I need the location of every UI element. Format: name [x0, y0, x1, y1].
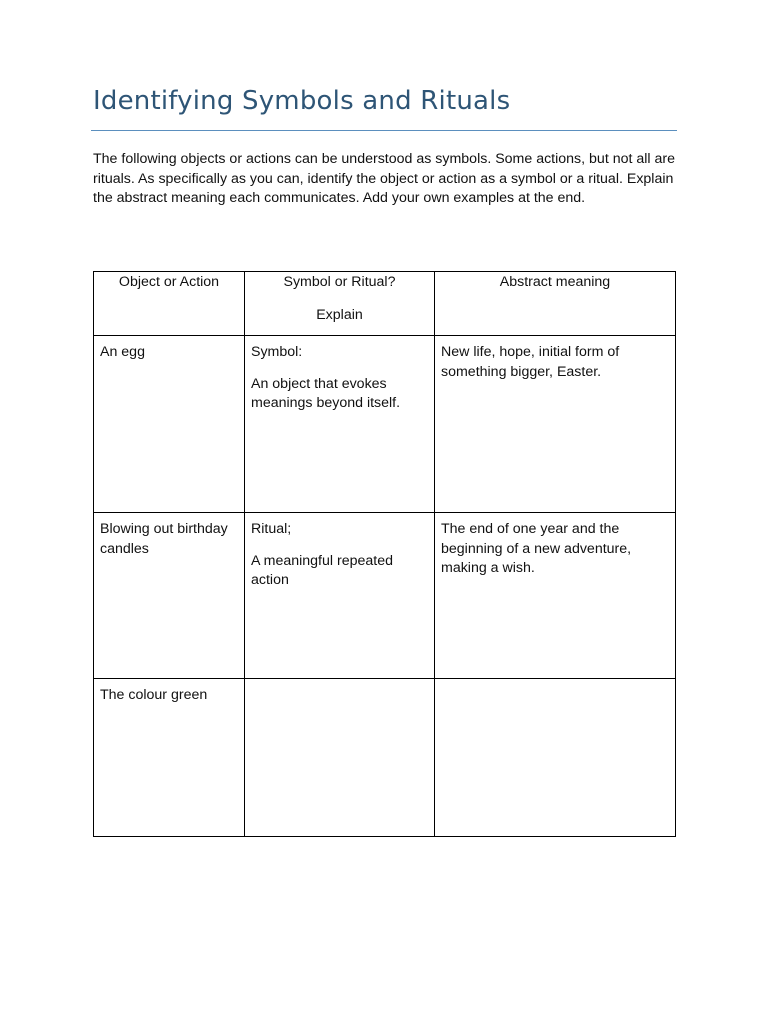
table-row	[94, 513, 676, 679]
object-text: Blowing out birthday candles	[100, 521, 228, 557]
type-label: Symbol:	[251, 344, 303, 360]
meaning-text: The end of one year and the beginning of a new adventure, making a wish.	[441, 521, 632, 576]
meaning-cell[interactable]	[435, 679, 676, 837]
header-meaning-label: Abstract meaning	[499, 274, 611, 290]
object-text: The colour green	[100, 687, 208, 703]
meaning-cell[interactable]	[435, 336, 676, 513]
meaning-cell[interactable]	[435, 513, 676, 679]
type-label: Ritual;	[251, 521, 292, 537]
symbol-ritual-cell[interactable]	[245, 336, 435, 513]
table-row	[94, 679, 676, 837]
meaning-text: New life, hope, initial form of something bigger, Easter.	[441, 344, 620, 380]
header-object-label: Object or Action	[118, 274, 220, 290]
table-header-row	[94, 272, 676, 336]
type-explanation: An object that evokes meanings beyond itself.	[251, 375, 401, 411]
symbols-rituals-table	[93, 271, 676, 837]
table-row	[94, 336, 676, 513]
header-cell-symbol-ritual	[245, 272, 435, 336]
title-underline	[91, 130, 677, 131]
object-cell[interactable]	[94, 336, 245, 513]
type-explanation: A meaningful repeated action	[251, 552, 393, 588]
header-cell-object	[94, 272, 245, 336]
object-cell[interactable]	[94, 679, 245, 837]
object-text: An egg	[100, 344, 145, 360]
object-cell[interactable]	[94, 513, 245, 679]
header-symbol-ritual-label: Symbol or Ritual?	[283, 274, 396, 290]
header-cell-meaning	[435, 272, 676, 336]
symbol-ritual-cell[interactable]	[245, 513, 435, 679]
page-title: Identifying Symbols and Rituals	[93, 86, 511, 116]
header-explain-label: Explain	[316, 306, 363, 323]
intro-paragraph: The following objects or actions can be understood as symbols. Some actions, but not all are rituals. As specifically as you can, identify the object or action as a symbol or a ritual. Explain the abstract meaning each communicates. Add your own examples at the end.	[93, 151, 676, 206]
symbol-ritual-cell[interactable]	[245, 679, 435, 837]
